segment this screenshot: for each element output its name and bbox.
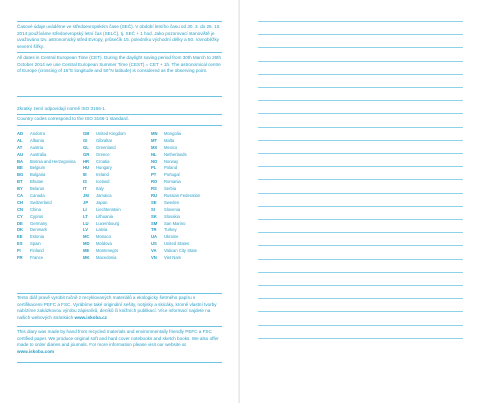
ruled-line [258,113,463,114]
ruled-line [258,140,463,141]
country-entry [151,200,219,207]
country-name: Monaco [96,234,111,240]
country-column-1 [17,131,85,262]
country-name: Malta [164,137,175,143]
country-name: Spain [30,241,41,247]
country-code: BE [17,165,23,171]
country-name: Slovenia [164,206,181,212]
divider [17,96,222,97]
country-name: Bhutan [30,179,44,185]
country-entry [17,165,85,172]
country-code: ME [83,248,90,254]
ruled-line [258,272,463,273]
country-name: Greenland [96,144,116,150]
country-name: Jamaica [96,193,112,199]
country-code: CH [17,199,24,205]
country-entry [151,221,219,228]
country-entry [83,186,151,193]
ruled-line [258,179,463,180]
country-name: Belarus [30,186,45,192]
country-entry [83,193,151,200]
ruled-line [258,47,463,48]
ruled-line [258,166,463,167]
country-name: France [30,255,44,261]
divider [17,362,222,363]
country-name: Moldova [96,241,112,247]
country-name: Luxembourg [96,220,120,226]
country-name: San Marino [164,220,186,226]
country-entry [151,214,219,221]
country-code: VN [151,255,157,261]
country-code: MC [83,234,90,240]
country-code: NL [151,151,157,157]
country-name: Macedonia [96,255,117,261]
country-code: TR [151,227,157,233]
country-code: DK [17,227,24,233]
country-entry [83,152,151,159]
divider [17,326,222,327]
country-code: SI [151,206,155,212]
ruled-line [258,100,463,101]
country-name: Turkey [164,227,177,233]
country-code: GB [83,131,90,136]
country-code: PT [151,172,157,178]
codes-note-czech: Zkratky zemí odpovídají normě ISO 3166-1. [17,106,107,111]
country-name: Slovakia [164,213,180,219]
country-code: SK [151,213,157,219]
country-name: Ukraine [164,234,179,240]
country-code: UA [151,234,158,240]
country-code: CA [17,193,24,199]
country-entry [17,179,85,186]
country-entry [17,221,85,228]
country-entry [151,152,219,159]
country-entry [17,248,85,255]
country-code: HU [83,165,90,171]
country-code: RS [151,186,157,192]
country-code: LT [83,213,88,219]
country-name: Sweden [164,199,180,205]
ruled-line [258,245,463,246]
country-name: United Kingdom [96,131,126,136]
country-entry [17,214,85,221]
country-code: BG [17,172,24,178]
country-code: NO [151,158,158,164]
country-column-3 [151,131,219,262]
ruled-line [258,61,463,62]
ruled-line [258,206,463,207]
country-entry [151,138,219,145]
footer-english-text: This diary was made by hand from recycled materials and environmentally friendly PEFC a FSC certified paper. We produce original soft and hard cover notebooks and sketch books. We also offer made to order diaries and journals. For more information please visit our website at [17,329,219,348]
country-name: Greece [96,151,110,157]
ruled-line [258,74,463,75]
country-code: IE [83,172,87,178]
ruled-line [258,153,463,154]
country-code: HR [83,158,90,164]
country-entry [151,207,219,214]
country-name: Liechtenstein [96,206,121,212]
country-entry [83,172,151,179]
country-entry [151,159,219,166]
footer-czech-text: Tento diář pravě vyrobit ručně z recyklovaných materiálů a ekologicky šetrného papíru s certifikacemi PEFC a FSC. Vyrábíme také originální sešity, notýsky a skicáky, kromě vlastní tvorby nabízíme zakázkovou výrobu zápisníků, deníků či knižních publikací. Více informací najdete na našich webových stránkách [17,295,217,320]
country-entry [17,131,85,138]
country-entry [17,193,85,200]
country-entry [17,207,85,214]
country-entry [83,255,151,262]
country-entry [151,193,219,200]
country-name: Lithuania [96,213,113,219]
country-code: MK [83,255,90,261]
ruled-line [258,285,463,286]
country-name: Estonia [30,234,44,240]
country-code: GL [83,144,89,150]
country-entry [151,172,219,179]
country-name: Austria [30,144,44,150]
country-code: BA [17,158,24,164]
country-name: Albania [30,137,44,143]
country-entry [17,241,85,248]
country-entry [83,221,151,228]
codes-note-english: Country codes correspond to the ISO 3166-1 standard. [17,116,129,121]
country-name: Latvia [96,227,108,233]
country-entry [17,145,85,152]
country-code: LI [83,206,87,212]
country-name: China [30,206,41,212]
country-entry [17,234,85,241]
country-name: Denmark [30,227,47,233]
country-name: Croatia [96,158,110,164]
ruled-line [258,311,463,312]
footer-english [17,329,222,355]
country-code: AU [17,151,24,157]
ruled-line [258,34,463,35]
country-entry [151,241,219,248]
country-name: Romania [164,179,181,185]
country-code: RO [151,179,158,185]
country-code: FR [17,255,23,261]
footer-czech [17,295,222,321]
country-entry [151,234,219,241]
country-code: LU [83,220,89,226]
website-link-en[interactable]: www.iskoba.com [17,348,55,354]
country-code: MX [151,144,158,150]
country-code: BY [17,186,23,192]
country-code: VA [151,248,157,254]
country-entry [83,248,151,255]
country-code: MN [151,131,158,136]
country-entry [83,145,151,152]
ruled-line [258,259,463,260]
country-entry [151,145,219,152]
ruled-line [258,219,463,220]
country-entry [151,227,219,234]
country-code: US [151,241,157,247]
country-name: Serbia [164,186,177,192]
country-entry [17,152,85,159]
country-code: DE [17,220,23,226]
country-entry [17,255,85,262]
intro-czech: Časové údaje uváděme ve středoevropském čase (SEČ). V období letního času od 30. 3. do 26. 10. 2014 používáme středoevropský letní čas (SELČ), tj. SEČ + 1 hod. Jako pozorovací stanoviště je uvažováno tzv. astronomický střed Evropy, průsečík 15. poledníku východní délky a 50. rovnoběžky severní šířky. [17,24,221,49]
country-entry [83,159,151,166]
country-entry [83,207,151,214]
country-entry [17,200,85,207]
country-entry [83,227,151,234]
country-entry [17,186,85,193]
country-code: PL [151,165,157,171]
country-entry [83,214,151,221]
country-name: Portugal [164,172,180,178]
ruled-line [258,232,463,233]
ruled-line [258,87,463,88]
ruled-line [258,21,463,22]
country-name: Gibraltar [96,137,113,143]
country-name: Bulgaria [30,172,46,178]
country-code: IT [83,186,87,192]
country-name: Cyprus [30,213,44,219]
country-code: SE [151,199,157,205]
country-name: Netherlands [164,151,187,157]
country-name: Viet Nam [164,255,182,261]
country-entry [17,227,85,234]
country-name: Montenegro [96,248,119,254]
divider [17,114,222,115]
country-name: Finland [30,248,44,254]
country-name: Switzerland [30,199,52,205]
country-name: Hungary [96,165,112,171]
country-entry [151,165,219,172]
country-name: United States [164,241,190,247]
country-name: Canada [30,193,45,199]
country-entry [17,172,85,179]
country-code: AT [17,144,23,150]
country-entry [151,179,219,186]
country-entry [83,241,151,248]
country-name: Japan [96,199,108,205]
country-entry [83,179,151,186]
country-column-2 [83,131,151,262]
country-entry [83,138,151,145]
divider [17,21,222,22]
country-entry [17,138,85,145]
divider [17,293,222,294]
country-code: IS [83,179,87,185]
country-entry [83,165,151,172]
country-entry [151,131,219,138]
country-name: Ireland [96,172,109,178]
country-code: GI [83,137,88,143]
country-code: AL [17,137,23,143]
country-name: Vatican City State [164,248,197,254]
country-name: Belgium [30,165,46,171]
intro-english: All dates in Central European Time (CET). During the daylight saving period from 30th March to 26th October 2014 we use Central European Summer Time (CEST) = CET + 1h. The astronomical centre of Europe (crossing of 15°E longitude and 50°N latitude) is considered as the observing point. [17,55,222,74]
country-name: Mexico [164,144,178,150]
website-link-cz[interactable]: www.iskoba.cz [74,314,107,320]
country-code: CN [17,206,24,212]
country-code: BT [17,179,23,185]
country-code: AD [17,131,24,136]
country-name: Andorra [30,131,45,136]
country-name: Mongolia [164,131,181,136]
divider [17,52,222,53]
country-code: FI [17,248,21,254]
country-name: Bosnia and Herzegovina [30,158,76,164]
country-name: Poland [164,165,178,171]
divider [17,125,222,126]
country-name: Italy [96,186,104,192]
country-name: Russian Federation [164,193,201,199]
country-name: Australia [30,151,47,157]
country-entry [151,248,219,255]
country-code: EE [17,234,23,240]
country-code: JM [83,193,89,199]
country-name: Iceland [96,179,110,185]
country-entry [83,200,151,207]
ruled-line [258,127,463,128]
country-code: ES [17,241,23,247]
country-code: LV [83,227,89,233]
ruled-line [258,338,463,339]
country-code: RU [151,193,158,199]
country-entry [83,131,151,138]
ruled-line [258,325,463,326]
country-name: Norway [164,158,179,164]
country-code: SM [151,220,158,226]
country-entry [151,186,219,193]
country-name: Germany [30,220,48,226]
country-entry [83,234,151,241]
country-code: MD [83,241,90,247]
ruled-line [258,298,463,299]
ruled-line [258,193,463,194]
country-code: MT [151,137,158,143]
country-code: JP [83,199,89,205]
country-code: GR [83,151,90,157]
country-entry [151,255,219,262]
country-code: CY [17,213,23,219]
country-entry [17,159,85,166]
